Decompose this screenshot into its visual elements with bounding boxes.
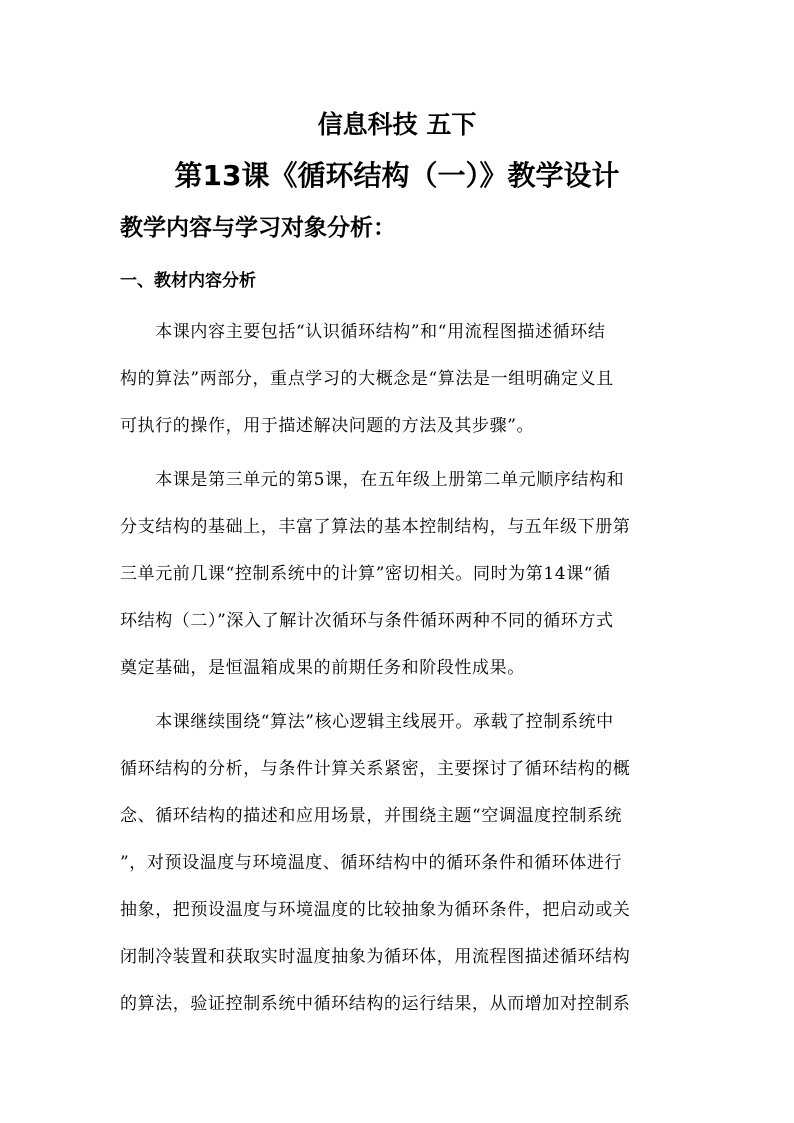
text-line: 三单元前几课“控制系统中的计算”密切相关。同时为第14课“循 <box>120 564 611 584</box>
text-line: 本课继续围绕“算法”核心逻辑主线展开。承载了控制系统中 <box>120 712 614 732</box>
text-line: 环结构（二）”深入了解计次循环与条件循环两种不同的循环方式 <box>120 611 614 631</box>
paragraph <box>120 708 680 1037</box>
text-line: ”，对预设温度与环境温度、循环结构中的循环条件和循环体进行 <box>120 853 623 873</box>
text-line: 念、循环结构的描述和应用场景，并围绕主题“空调温度控制系统 <box>120 806 623 826</box>
subsection-heading: 一、教材内容分析 <box>120 271 256 291</box>
text-line: 奠定基础，是恒温箱成果的前期任务和阶段性成果。 <box>120 658 525 678</box>
paragraph <box>120 318 680 459</box>
paragraph <box>120 466 680 701</box>
text-line: 闭制冷装置和获取实时温度抽象为循环体，用流程图描述循环结构 <box>120 947 631 967</box>
text-line: 可执行的操作，用于描述解决问题的方法及其步骤”。 <box>120 416 535 436</box>
text-line: 的算法，验证控制系统中循环结构的运行结果，从而增加对控制系 <box>120 994 631 1014</box>
text-line: 循环结构的分析，与条件计算关系紧密，主要探讨了循环结构的概 <box>120 759 631 779</box>
text-line: 分支结构的基础上，丰富了算法的基本控制结构，与五年级下册第 <box>120 517 631 537</box>
subject-title: 信息科技 五下 <box>317 110 477 139</box>
text-line: 本课是第三单元的第5课，在五年级上册第二单元顺序结构和 <box>120 470 625 490</box>
section-heading: 教学内容与学习对象分析： <box>120 215 396 241</box>
lesson-title: 第13课《循环结构（一）》教学设计 <box>174 159 620 192</box>
text-line: 构的算法”两部分，重点学习的大概念是“算法是一组明确定义且 <box>120 369 614 389</box>
text-line: 抽象，把预设温度与环境温度的比较抽象为循环条件，把启动或关 <box>120 900 631 920</box>
text-line: 本课内容主要包括“认识循环结构”和“用流程图描述循环结 <box>120 322 606 342</box>
